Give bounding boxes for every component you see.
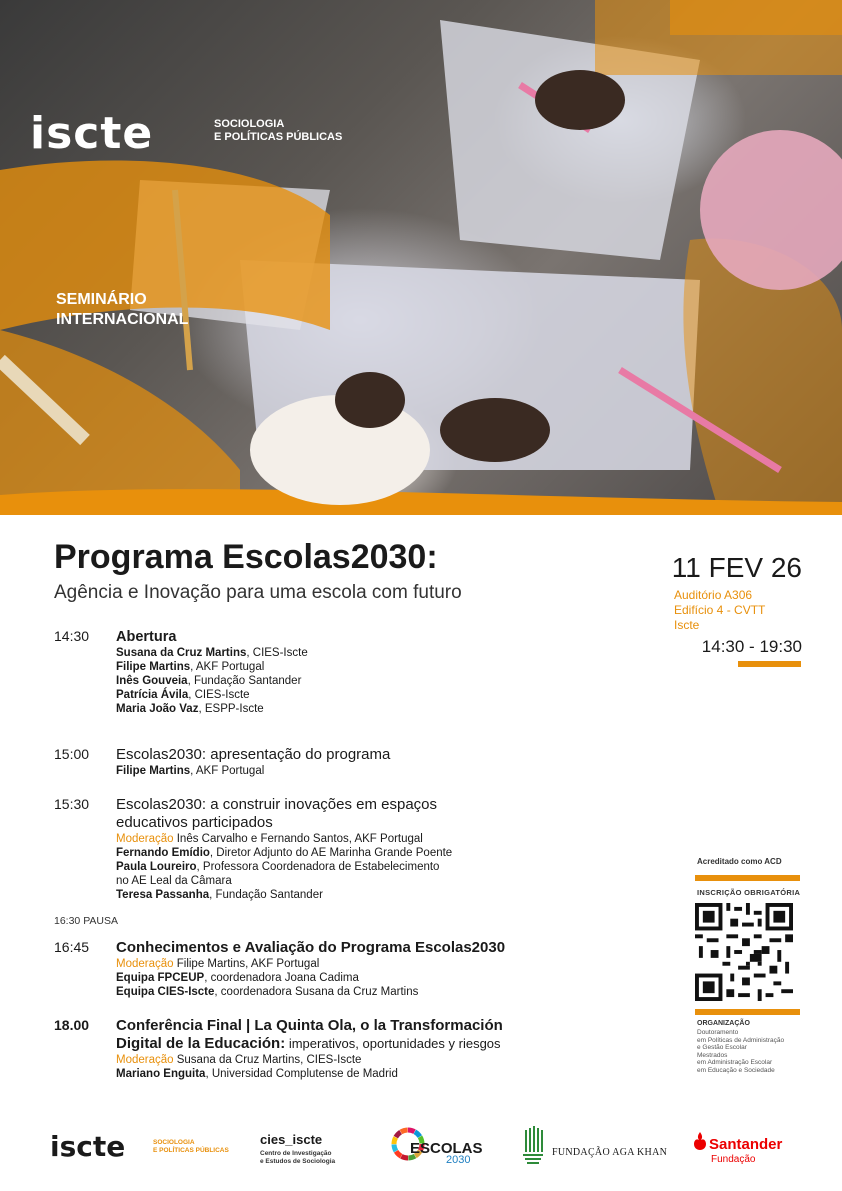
escolas-logo-year: 2030 <box>446 1154 471 1166</box>
organization-line: Doutoramento <box>697 1029 739 1036</box>
speaker-affiliation: , coordenadora Joana Cadima <box>204 972 359 984</box>
speaker <box>116 660 654 674</box>
registration-label: INSCRIÇÃO OBRIGATÓRIA <box>697 888 801 897</box>
iscte-logo-subtitle <box>153 1139 243 1155</box>
hero-photo <box>0 0 842 515</box>
moderation <box>116 832 654 846</box>
hero-photo-graphics <box>0 0 842 515</box>
partner-logos <box>0 1120 842 1180</box>
agenda-item <box>54 796 654 915</box>
event-subtitle: Agência e Inovação para uma escola com futuro <box>54 582 462 603</box>
seminar-label-line: INTERNACIONAL <box>56 311 189 328</box>
moderation-label: Moderação <box>116 1054 174 1066</box>
moderation-label: Moderação <box>116 958 174 970</box>
agenda-hour: 18.00 <box>54 1017 90 1033</box>
speaker <box>116 688 654 702</box>
seminar-label <box>56 290 256 330</box>
moderation-text: Susana da Cruz Martins, CIES-Iscte <box>173 1054 362 1066</box>
organization-line: em Políticas de Administração <box>697 1036 785 1044</box>
santander-logo-subtitle: Fundação <box>711 1154 756 1165</box>
moderation-text: Inês Carvalho e Fernando Santos, AKF Portugal <box>173 833 423 845</box>
speaker-affiliation: , Diretor Adjunto do AE Marinha Grande Poente <box>209 847 453 859</box>
speaker-name: Susana da Cruz Martins <box>116 647 247 659</box>
agenda-item <box>54 939 654 1017</box>
logo-subtitle <box>214 118 354 144</box>
moderation <box>116 1053 654 1067</box>
logo-subtitle-line: e Estudos de Sociologia <box>260 1158 336 1165</box>
iscte-logo: iscte <box>30 108 154 159</box>
speaker <box>116 860 654 874</box>
organization-line: Mestrados <box>697 1051 728 1059</box>
agenda-title-part: Digital de la Educación: <box>116 1035 286 1052</box>
speaker-name: Patrícia Ávila <box>116 689 189 701</box>
cies-logo-subtitle <box>260 1150 360 1166</box>
speaker-affiliation: , CIES-Iscte <box>188 689 250 701</box>
agenda-title: Conferência Final | La Quinta Ola, o la Transformación <box>116 1017 503 1034</box>
speaker-name: Teresa Passanha <box>116 889 210 901</box>
event-time: 14:30 - 19:30 <box>701 637 802 656</box>
speaker-affiliation: , ESPP-Iscte <box>198 703 264 715</box>
agenda-title-part: imperativos, oportunidades y riesgos <box>285 1036 501 1051</box>
agenda-hour: 14:30 <box>54 628 90 644</box>
speaker <box>116 764 654 778</box>
moderation-label: Moderação <box>116 833 174 845</box>
speaker-affiliation: , coordenadora Susana da Cruz Martins <box>214 986 419 998</box>
organization-line: em Administração Escolar <box>697 1059 773 1066</box>
agenda-title <box>116 1035 654 1053</box>
seminar-label-line: SEMINÁRIO <box>56 291 147 308</box>
aga-khan-logo: FUNDAÇÃO AGA KHAN <box>552 1147 668 1158</box>
speaker-name: Equipa CIES-Iscte <box>116 986 215 998</box>
speaker-name: Inês Gouveia <box>116 675 188 687</box>
logo-subtitle-line: Centro de Investigação <box>260 1150 332 1157</box>
agenda-item <box>54 1017 654 1087</box>
organization-label: ORGANIZAÇÃO <box>697 1020 750 1027</box>
qr-code-icon[interactable] <box>695 903 793 1001</box>
agenda-item <box>54 628 654 746</box>
speaker <box>116 674 654 688</box>
agenda-title: Escolas2030: a construir inovações em espaços <box>116 796 438 813</box>
acd-label: Acreditado como ACD <box>697 857 782 866</box>
speaker <box>116 702 654 716</box>
speaker-name: Equipa FPCEUP <box>116 972 205 984</box>
organization-line: em Educação e Sociedade <box>697 1066 775 1074</box>
accent-bar <box>695 1009 800 1015</box>
agenda <box>54 628 654 1087</box>
speaker-affiliation: , Universidad Complutense de Madrid <box>205 1068 398 1080</box>
escolas-logo: ESCOLAS <box>410 1140 483 1157</box>
organization-list <box>697 1029 807 1074</box>
logo-subtitle-line: E POLÍTICAS PÚBLICAS <box>214 131 343 143</box>
venue-line: Iscte <box>674 618 700 632</box>
speaker <box>116 846 654 860</box>
agenda-hour: 15:00 <box>54 746 90 762</box>
event-title: Programa Escolas2030: <box>54 538 438 576</box>
logo-subtitle-line: E POLÍTICAS PÚBLICAS <box>153 1147 229 1154</box>
event-venue <box>674 588 814 633</box>
speaker-affiliation: , Fundação Santander <box>187 675 302 687</box>
speaker-name: Maria João Vaz <box>116 703 199 715</box>
santander-logo: Santander <box>709 1136 783 1153</box>
speaker <box>116 646 654 660</box>
agenda-title: Abertura <box>116 629 177 645</box>
speaker-affiliation: , Fundação Santander <box>209 889 323 901</box>
speaker-affiliation: , AKF Portugal <box>190 765 265 777</box>
agenda-item <box>54 746 654 796</box>
accent-bar <box>738 661 801 667</box>
agenda-title: Escolas2030: apresentação do programa <box>116 746 391 763</box>
aga-khan-icon <box>522 1126 544 1164</box>
speaker-name: Paula Loureiro <box>116 861 197 873</box>
santander-flame-icon <box>693 1132 707 1150</box>
speaker <box>116 985 654 999</box>
speaker-affiliation-continued: no AE Leal da Câmara <box>116 875 232 887</box>
agenda-hour: 16:45 <box>54 939 90 955</box>
agenda-title: educativos participados <box>116 814 273 831</box>
iscte-logo: iscte <box>50 1130 126 1163</box>
speaker-affiliation: , AKF Portugal <box>190 661 265 673</box>
agenda-hour: 15:30 <box>54 796 90 812</box>
event-date: 11 FEV 26 <box>671 552 802 583</box>
speaker <box>116 971 654 985</box>
organization-line: e Gestão Escolar <box>697 1044 747 1051</box>
agenda-title: Conhecimentos e Avaliação do Programa Escolas2030 <box>116 939 506 956</box>
agenda-pause <box>54 915 654 939</box>
speaker-affiliation: , CIES-Iscte <box>246 647 308 659</box>
speaker-name: Filipe Martins <box>116 661 191 673</box>
logo-subtitle-line: SOCIOLOGIA <box>214 118 285 130</box>
logo-subtitle-line: SOCIOLOGIA <box>153 1139 195 1146</box>
moderation <box>116 957 654 971</box>
speaker-affiliation: , Professora Coordenadora de Estabelecimento <box>196 861 440 873</box>
cies-logo: cies_iscte <box>260 1132 323 1147</box>
venue-line: Auditório A306 <box>674 588 753 602</box>
venue-line: Edifício 4 - CVTT <box>674 603 766 617</box>
speaker <box>116 888 654 902</box>
moderation-text: Filipe Martins, AKF Portugal <box>173 958 320 970</box>
pause-label: 16:30 PAUSA <box>54 915 119 927</box>
accent-bar <box>695 875 800 881</box>
speaker-name: Filipe Martins <box>116 765 191 777</box>
speaker <box>116 1067 654 1081</box>
speaker-name: Fernando Emídio <box>116 847 210 859</box>
speaker-name: Mariano Enguita <box>116 1068 206 1080</box>
